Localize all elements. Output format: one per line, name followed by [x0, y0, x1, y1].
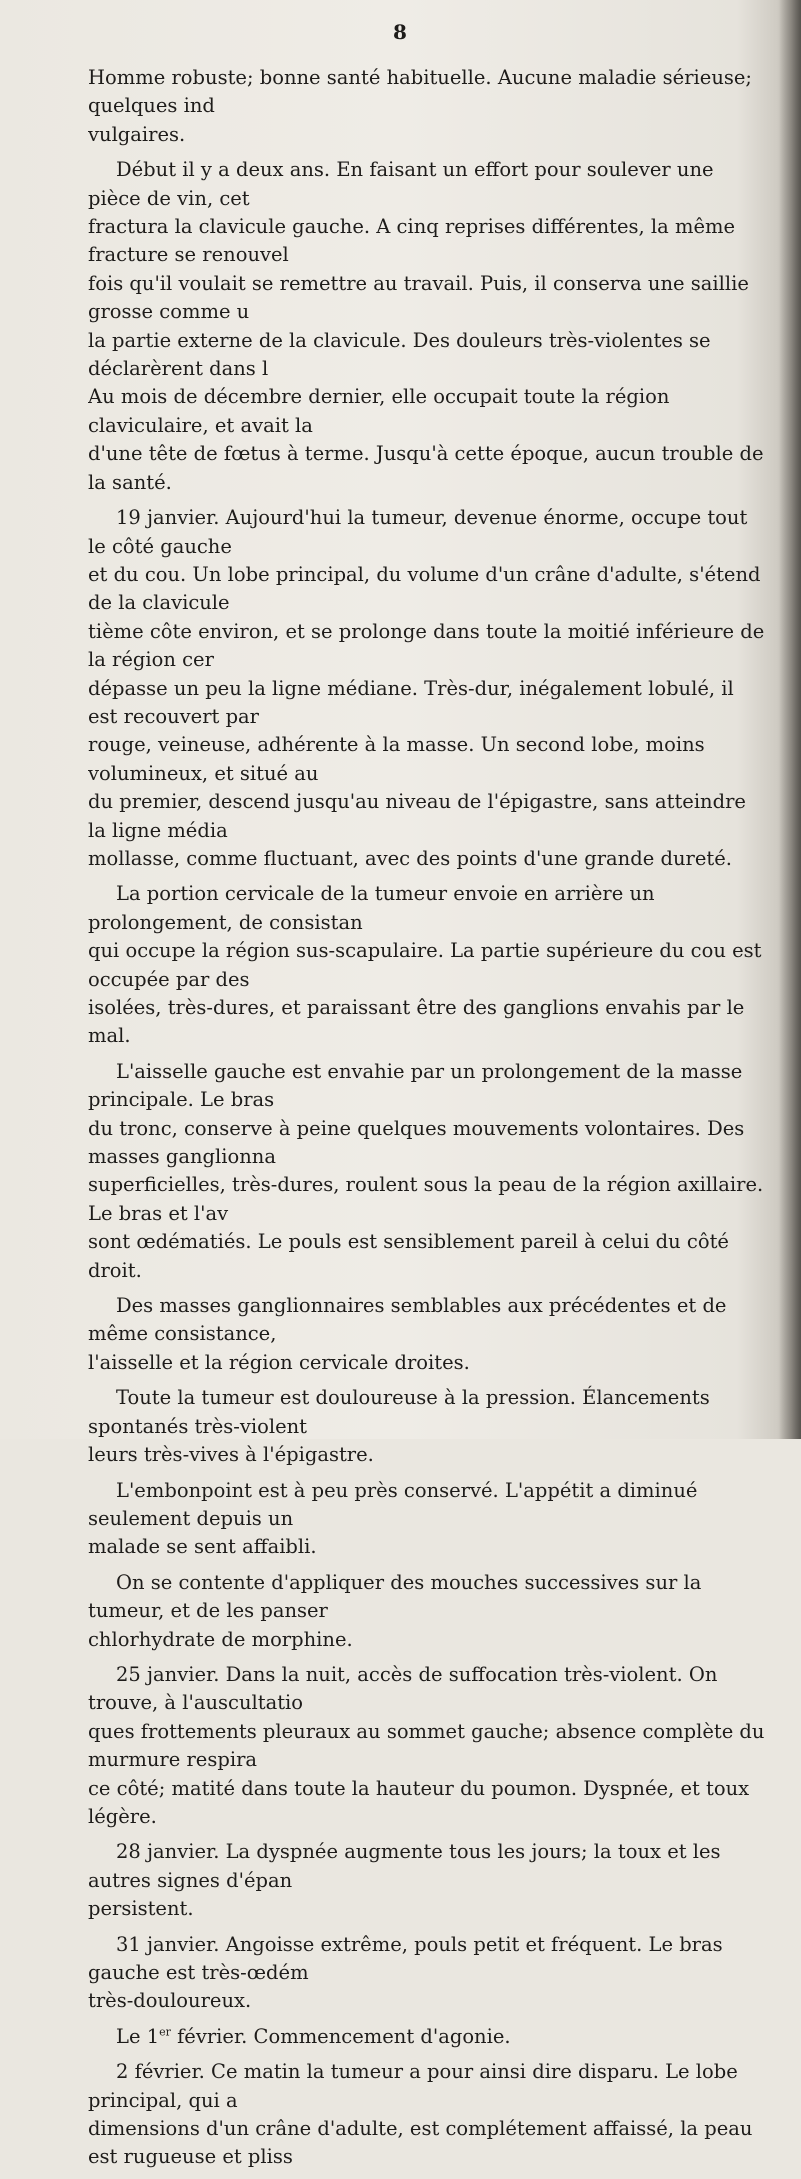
paragraph-intro: Homme robuste; bonne santé habituelle. Aucune maladie sérieuse; quelques ind vulgaires. [88, 66, 752, 146]
paragraph-28-janvier: 28 janvier. La dyspnée augmente tous les jours; la toux et les autres signes d'épan persistent. [88, 1840, 721, 1921]
paragraph-2-fevrier: 2 février. Ce matin la tumeur a pour ainsi dire disparu. Le lobe principal, qui a dimensions d'un crâne d'adulte, est complétement affaissé, la peau est rugueuse et pliss [88, 2060, 753, 2169]
feb1-superscript: er [159, 2025, 171, 2039]
paragraph-appetite: L'embonpoint est à peu près conservé. L'appétit a diminué seulement depuis un malade se sent affaibli. [88, 1478, 698, 1559]
paragraph-right-side: Des masses ganglionnaires semblables aux précédentes et de même consistance, l'aisselle et la région cervicale droites. [88, 1294, 727, 1374]
paragraph-cervical-portion: La portion cervicale de la tumeur envoie en arrière un prolongement, de consistan qui occupe la région sus-scapulaire. La partie supérieure du cou est occupée par des isolées, très-dures, et paraissant être des ganglions envahis par le mal. [88, 882, 762, 1048]
feb1-rest: février. Commencement d'agonie. [170, 2024, 511, 2048]
paragraph-19-janvier: 19 janvier. Aujourd'hui la tumeur, devenue énorme, occupe tout le côté gauche et du cou. Un lobe principal, du volume d'un crâne d'adulte, s'étend de la clavicule tième côte environ, et se prolonge dans toute la moitié inférieure de la région cer dépasse un peu la ligne médiane. Très-dur, inégalement lobulé, il est recouvert par rouge, veineuse, adhérente à la masse. Un second lobe, moins volumineux, et situé au du premier, descend jusqu'au niveau de l'épigastre, sans atteindre la ligne média mollasse, comme fluctuant, avec des points d'une grande dureté. [88, 506, 765, 870]
body-text [88, 64, 768, 2179]
feb1-prefix: Le 1 [116, 2024, 160, 2048]
paragraph-25-janvier: 25 janvier. Dans la nuit, accès de suffocation très-violent. On trouve, à l'auscultatio ques frottements pleuraux au sommet gauche; absence complète du murmure respira ce côté; matité dans toute la hauteur du poumon. Dyspnée, et toux légère. [88, 1662, 765, 1828]
page-number: 8 [393, 20, 407, 44]
paragraph-1-fevrier [88, 2023, 768, 2051]
paragraph-onset: Début il y a deux ans. En faisant un effort pour soulever une pièce de vin, cet fractura la clavicule gauche. A cinq reprises différentes, la même fracture se renouvel fois qu'il voulait se remettre au travail. Puis, il conserva une saillie grosse comme u la partie externe de la clavicule. Des douleurs très-violentes se déclarèrent dans l Au mois de décembre dernier, elle occupait toute la région claviculaire, et avait la d'une tête de fœtus à terme. Jusqu'à cette époque, aucun trouble de la santé. [88, 158, 764, 494]
paragraph-left-armpit: L'aisselle gauche est envahie par un prolongement de la masse principale. Le bras du tronc, conserve à peine quelques mouvements volontaires. Des masses ganglionna superficielles, très-dures, roulent sous la peau de la région axillaire. Le bras et l'av sont œdématiés. Le pouls est sensiblement pareil à celui du côté droit. [88, 1059, 764, 1282]
page-binding-shadow [779, 0, 801, 1439]
paragraph-pain: Toute la tumeur est douloureuse à la pression. Élancements spontanés très-violent leurs très-vives à l'épigastre. [88, 1386, 710, 1467]
paragraph-treatment: On se contente d'appliquer des mouches successives sur la tumeur, et de les panser chlorhydrate de morphine. [88, 1570, 702, 1651]
paragraph-31-janvier: 31 janvier. Angoisse extrême, pouls petit et fréquent. Le bras gauche est très-œdém très-douloureux. [88, 1932, 723, 2013]
